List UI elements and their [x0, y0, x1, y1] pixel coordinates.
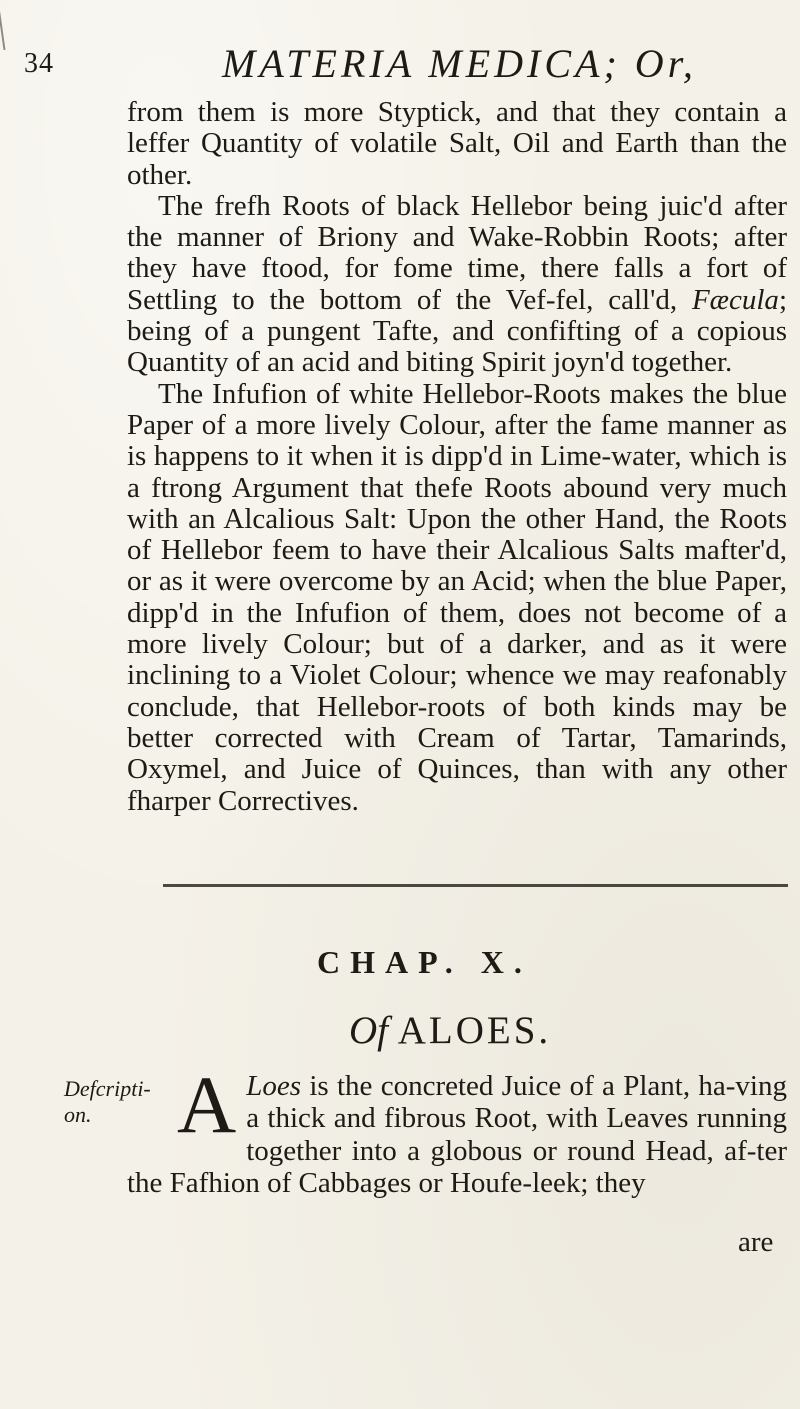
page-header [24, 40, 754, 96]
drop-cap: A [177, 1059, 237, 1150]
section-title-main: ALOES. [397, 1009, 552, 1052]
page-edge-mark [0, 0, 18, 50]
chapter-heading: CHAP. X. [317, 944, 532, 980]
faecula-term: Fæcula [691, 283, 779, 316]
section-divider [163, 884, 788, 887]
paragraph-3: The Infufion of white Hellebor-Roots makes the blue Paper of a more lively Colour, after the fame manner as is happens to it when it is dipp'd in Lime-water, which is a ftrong Argument that thefe Roots abound very much with an Alcalious Salt: Upon the other Hand, the Roots of Hellebor feem to have their Alcalious Salts mafter'd, or as it were overcome by an Acid; when the blue Paper, dipp'd in the Infufion of them, does not become of a more lively Colour; but of a darker, and as it were inclining to a Violet Colour; whence we may reafonably conclude, that Hellebor-roots of both kinds may be better corrected with Cream of Tartar, Tamarinds, Oxymel, and Juice of Quinces, than with any other fharper Correctives. [127, 377, 787, 817]
aloes-lead-word: Loes [246, 1070, 302, 1102]
paragraph-2 [127, 191, 787, 379]
paragraph-2-part-2: ; being of a pungent Tafte, and confifting of a copious Quantity of an acid and biting Spirit joyn'd together. [127, 283, 787, 379]
page-number: 34 [24, 48, 54, 79]
aloes-description-paragraph [127, 1059, 787, 1200]
aloes-description-text: is the concreted Juice of a Plant, ha-ving a thick and fibrous Root, with Leaves running together into a globous or round Head, af-ter the Fafhion of Cabbages or Houfe-leek; they [127, 1070, 787, 1200]
catchword: are [738, 1226, 774, 1258]
section-title-prefix: Of [349, 1009, 388, 1052]
main-text [127, 97, 787, 817]
margin-note-description: Defcripti-on. [64, 1076, 151, 1127]
paragraph-1: from them is more Styptick, and that they contain a leffer Quantity of volatile Salt, Oil and Earth than the other. [127, 96, 787, 191]
section-title [349, 1008, 551, 1053]
paragraph-2-part-1: The frefh Roots of black Hellebor being juic'd after the manner of Briony and Wake-Robbin Roots; after they have ftood, for fome time, there falls a fort of Settling to the bottom of the Vef-fel, call'd, [127, 189, 787, 316]
running-head: MATERIA MEDICA; Or, [222, 41, 697, 86]
